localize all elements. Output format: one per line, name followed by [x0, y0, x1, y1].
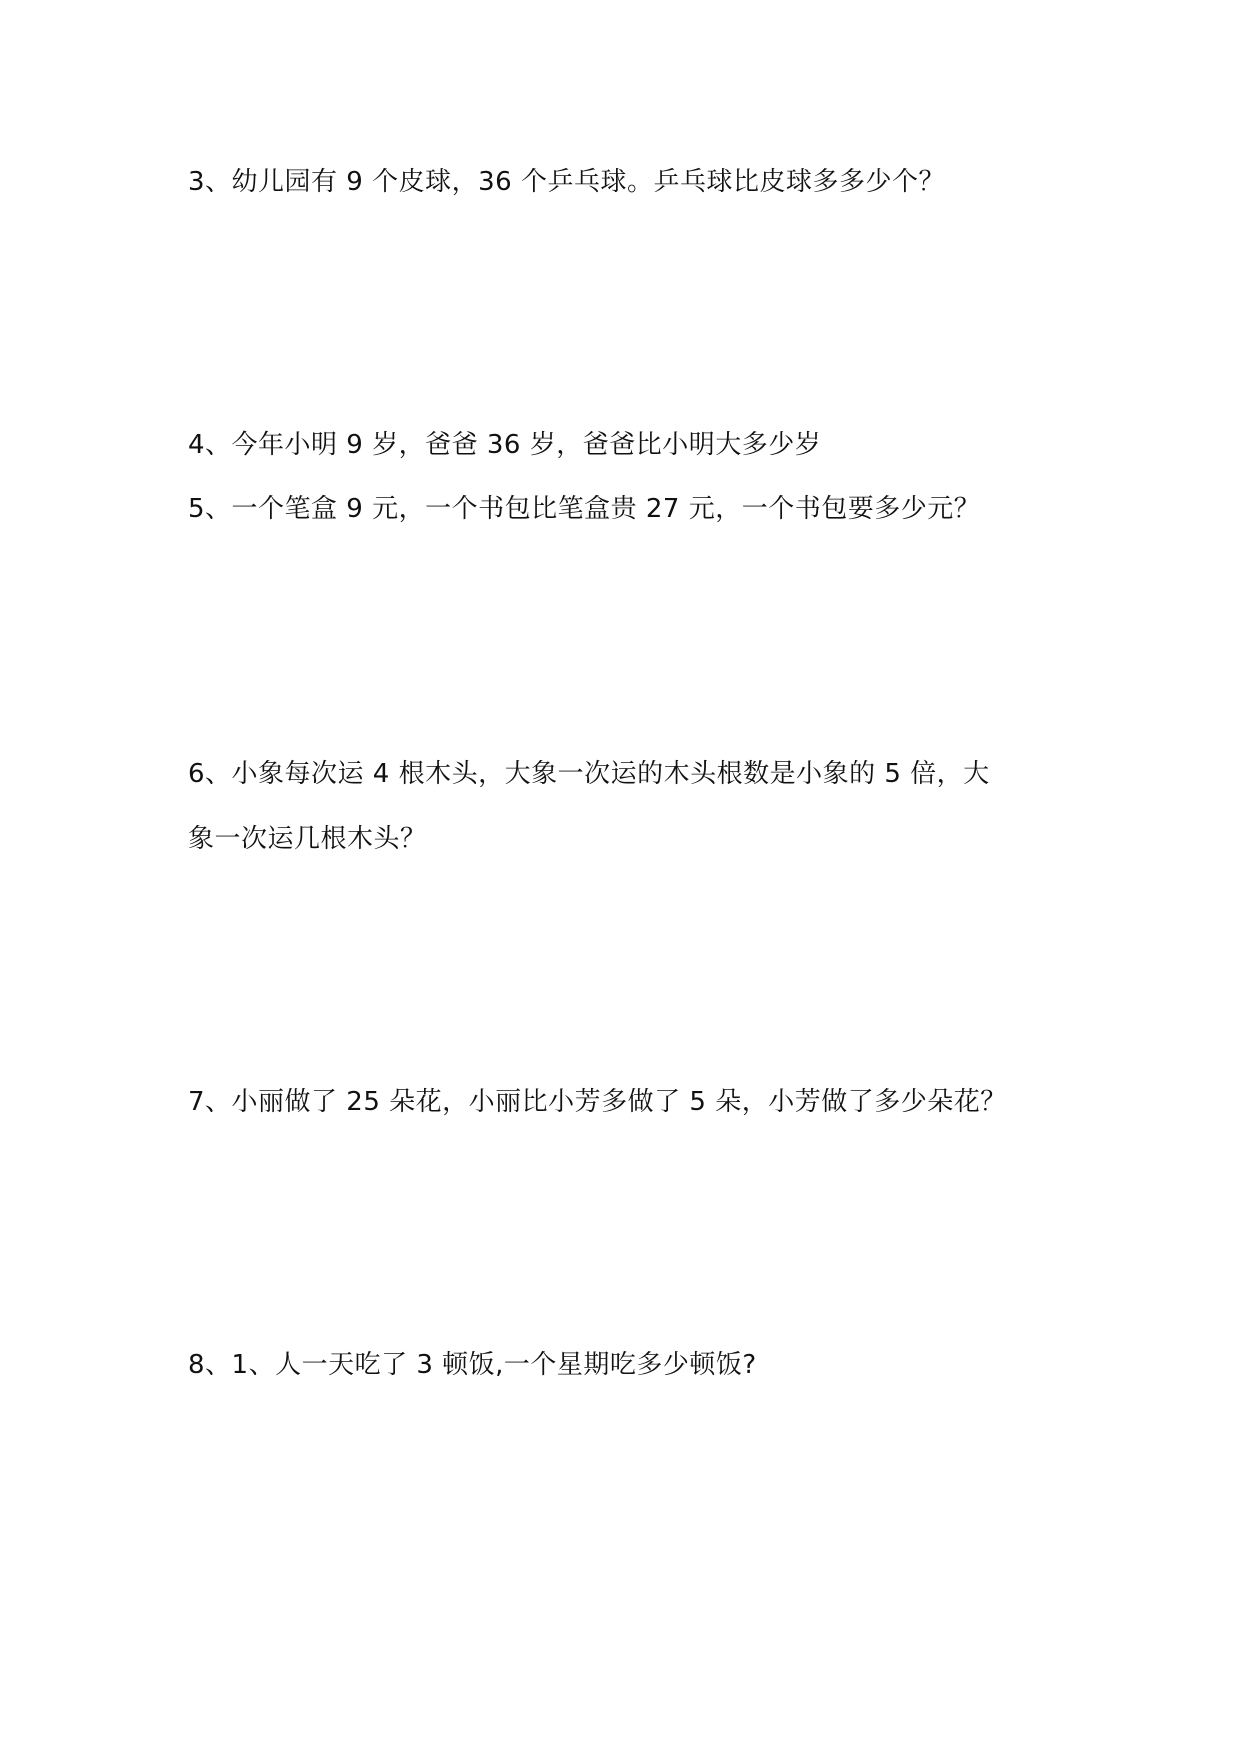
question-7: 7、小丽做了 25 朵花，小丽比小芳多做了 5 朵，小芳做了多少朵花？ [188, 1087, 1007, 1117]
question-3: 3、幼儿园有 9 个皮球，36 个乒乓球。乒乓球比皮球多多少个？ [188, 167, 945, 197]
question-8: 8、1、人一天吃了 3 顿饭,一个星期吃多少顿饭? [188, 1350, 757, 1380]
question-4: 4、今年小明 9 岁，爸爸 36 岁，爸爸比小明大多少岁 [188, 430, 822, 460]
question-6-line-2: 象一次运几根木头？ [188, 824, 427, 854]
question-5: 5、一个笔盒 9 元，一个书包比笔盒贵 27 元，一个书包要多少元？ [188, 494, 981, 524]
question-6-line-1: 6、小象每次运 4 根木头，大象一次运的木头根数是小象的 5 倍，大 [188, 759, 990, 789]
